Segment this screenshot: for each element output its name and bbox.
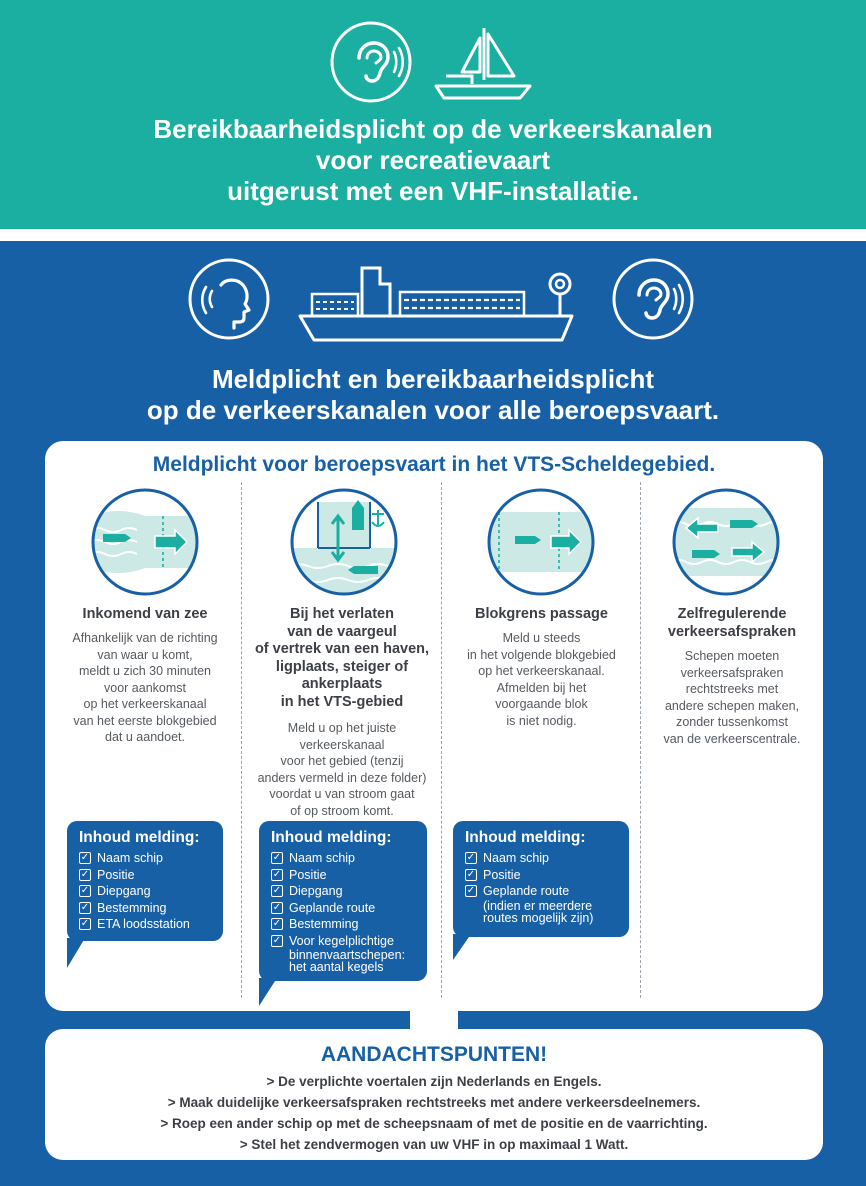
list-item: ✓ Positie bbox=[272, 867, 327, 882]
column-title: Blokgrens passage bbox=[475, 606, 608, 622]
incoming-from-sea-icon bbox=[89, 486, 201, 598]
column-text: Afhankelijk van de richting van waar u komt, meldt u zich 30 minuten voor aankomst op het verkeerskanaal van het eerste blokgebied dat u aandoet. bbox=[72, 631, 218, 744]
checkbox-icon: ✓ bbox=[272, 852, 282, 863]
panel-title: Meldplicht voor beroepsvaart in het VTS-Scheldegebied. bbox=[152, 453, 716, 476]
sailboat-icon bbox=[432, 24, 534, 102]
bubble-tail bbox=[453, 934, 471, 960]
column-title: Zelfregulerende verkeersafspraken bbox=[667, 606, 797, 640]
list-item: ✓ Geplande route (indien er meerdere routes mogelijk zijn) bbox=[466, 884, 594, 925]
ear-icon bbox=[611, 257, 695, 341]
checkbox-icon: ✓ bbox=[272, 934, 282, 946]
bubble-tail bbox=[67, 938, 85, 968]
bubble-title: Inhoud melding: bbox=[271, 829, 392, 846]
bubble-title: Inhoud melding: bbox=[79, 829, 200, 846]
list-item: ✓ Voor kegelplichtige binnenvaartschepen: het aantal kegels bbox=[272, 933, 406, 974]
list-item: ✓ Diepgang bbox=[80, 884, 151, 898]
leaving-harbour-icon bbox=[288, 486, 400, 598]
report-content-bubble bbox=[259, 821, 427, 981]
list-item: ✓ ETA loodsstation bbox=[80, 917, 190, 931]
checkbox-icon: ✓ bbox=[80, 852, 90, 863]
checkbox-icon: ✓ bbox=[80, 901, 90, 913]
column-divider bbox=[640, 482, 641, 998]
list-item: ✓ Bestemming bbox=[80, 900, 167, 915]
ear-icon bbox=[329, 20, 413, 104]
list-item: > Maak duidelijke verkeersafspraken rechtstreeks met andere verkeersdeelnemers. bbox=[167, 1095, 701, 1110]
list-item: > Stel het zendvermogen van uw VHF in op maximaal 1 Watt. bbox=[239, 1137, 629, 1152]
attention-title: AANDACHTSPUNTEN! bbox=[320, 1043, 548, 1066]
report-content-bubble bbox=[67, 821, 223, 941]
bubble-title: Inhoud melding: bbox=[465, 829, 586, 846]
list-item: ✓ Geplande route bbox=[272, 900, 376, 915]
band-separator bbox=[0, 229, 866, 241]
list-item: ✓ Naam schip bbox=[80, 851, 163, 865]
checkbox-icon: ✓ bbox=[272, 868, 282, 880]
column-divider bbox=[241, 482, 242, 998]
header-title-line-3: uitgerust met een VHF-installatie. bbox=[227, 176, 639, 206]
header-title-line-1: Bereikbaarheidsplicht op de verkeerskanalen bbox=[153, 114, 713, 144]
bubble-tail bbox=[259, 978, 277, 1006]
checkbox-icon: ✓ bbox=[80, 885, 90, 896]
section-title-line-1: Meldplicht en bereikbaarheidsplicht bbox=[211, 364, 655, 394]
list-item: > De verplichte voertalen zijn Nederlands en Engels. bbox=[266, 1074, 602, 1089]
section-title-line-2: op de verkeerskanalen voor alle beroepsvaart. bbox=[146, 395, 720, 425]
speaking-head-icon bbox=[187, 257, 271, 341]
checkbox-icon: ✓ bbox=[272, 885, 282, 896]
column-title: Inkomend van zee bbox=[82, 606, 208, 622]
checkbox-icon: ✓ bbox=[80, 868, 90, 880]
report-content-bubble bbox=[453, 821, 629, 937]
checkbox-icon: ✓ bbox=[272, 901, 282, 913]
cargo-ship-icon bbox=[296, 260, 581, 346]
list-item: > Roep een ander schip op met de scheepsnaam of met de positie en de vaarrichting. bbox=[160, 1116, 708, 1131]
attention-panel bbox=[45, 1029, 823, 1160]
column-text: Meld u op het juiste verkeerskanaal voor het gebied (tenzij anders vermeld in deze folder) voordat u van stroom gaat of op stroom komt. bbox=[257, 721, 427, 818]
block-boundary-icon bbox=[485, 486, 597, 598]
list-item: ✓ Positie bbox=[466, 867, 521, 882]
attention-list bbox=[45, 1071, 823, 1155]
list-item: ✓ Naam schip bbox=[272, 851, 355, 865]
list-item: ✓ Bestemming bbox=[272, 917, 359, 931]
column-divider bbox=[441, 482, 442, 998]
checkbox-icon: ✓ bbox=[80, 918, 90, 929]
column-text: Meld u steeds in het volgende blokgebied op het verkeerskanaal. Afmelden bij het voorgaande blok is niet nodig. bbox=[467, 631, 616, 728]
checkbox-icon: ✓ bbox=[466, 885, 476, 896]
checkbox-icon: ✓ bbox=[466, 868, 476, 880]
panel-connector bbox=[410, 1011, 458, 1029]
list-item: ✓ Positie bbox=[80, 867, 135, 882]
list-item: ✓ Diepgang bbox=[272, 884, 343, 898]
list-item: ✓ Naam schip bbox=[466, 851, 549, 865]
checkbox-icon: ✓ bbox=[466, 852, 476, 863]
column-title: Bij het verlaten van de vaargeul of vertrek van een haven, ligplaats, steiger of ankerplaats in het VTS-gebied bbox=[254, 606, 430, 710]
self-regulating-traffic-icon bbox=[670, 486, 782, 598]
checkbox-icon: ✓ bbox=[272, 918, 282, 929]
header-title-line-2: voor recreatievaart bbox=[315, 145, 551, 175]
column-text: Schepen moeten verkeersafspraken rechtstreeks met andere schepen maken, zonder tussenkomst van de verkeerscentrale. bbox=[663, 649, 801, 746]
